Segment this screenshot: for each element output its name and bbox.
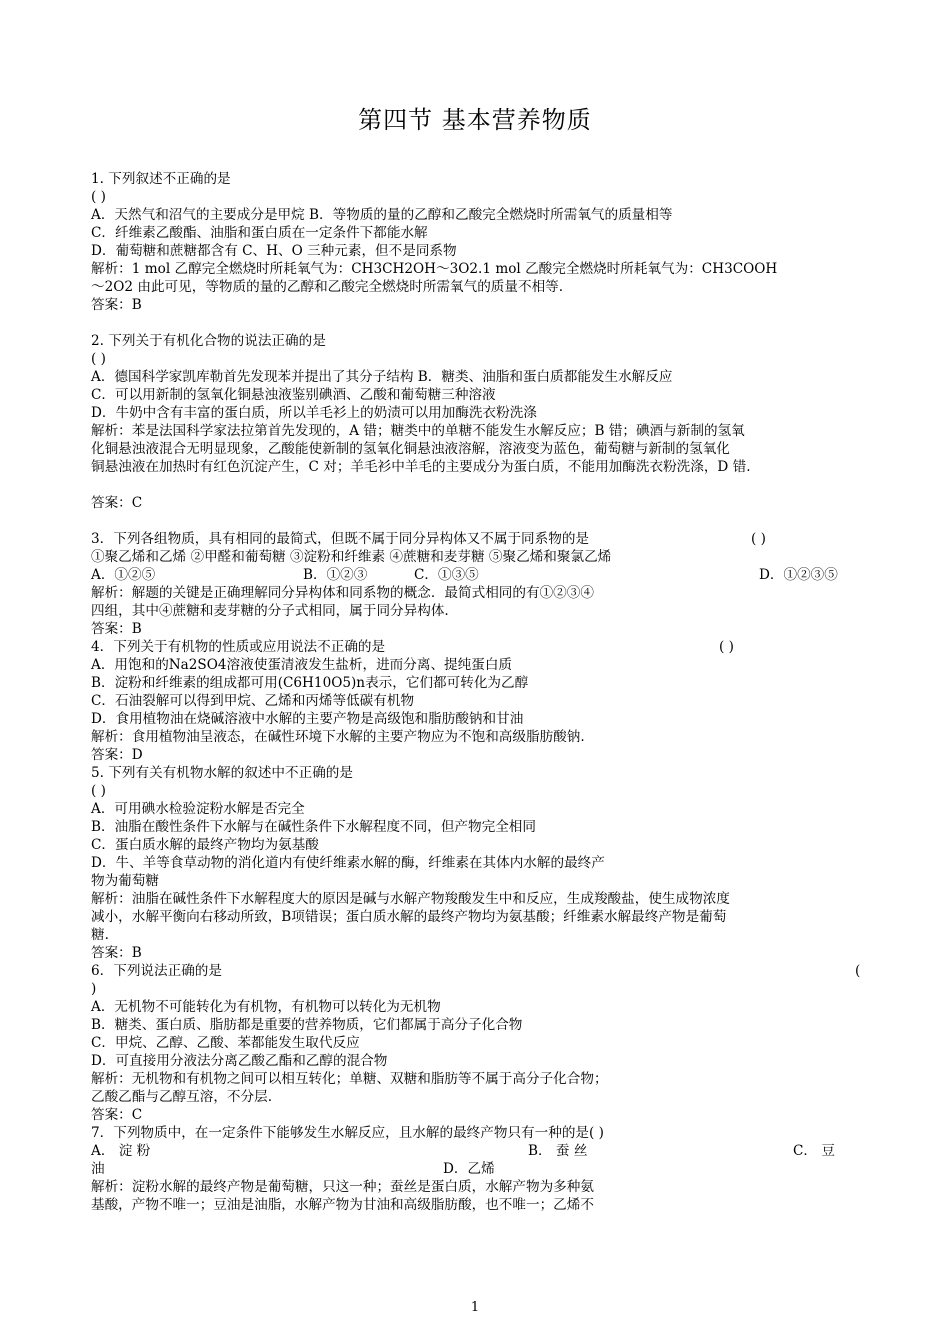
q5-option-b: B．油脂在酸性条件下水解与在碱性条件下水解程度不同，但产物完全相同 (91, 819, 536, 835)
q3-stem (91, 530, 863, 548)
q6-option-a: A．无机物不可能转化为有机物，有机物可以转化为无机物 (91, 999, 441, 1015)
q4-option-d: D．食用植物油在烧碱溶液中水解的主要产物是高级饱和脂肪酸钠和甘油 (91, 711, 524, 727)
q7-options-cont (91, 1160, 863, 1178)
q6-answer: 答案：C (91, 1107, 143, 1123)
q3-stem-text: 3．下列各组物质，具有相同的最简式，但既不属于同分异构体又不属于同系物的是 (91, 531, 590, 547)
q1-analysis-line: 解析：1 mol 乙醇完全燃烧时所耗氧气为：CH3CH2OH～3O2.1 mol 乙酸完全燃烧时所耗氧气为：CH3COOH (91, 261, 778, 277)
q6-answer-blank-close: ) (91, 981, 97, 997)
q4-option-a: A．用饱和的Na2SO4溶液使蛋清液发生盐析，进而分离、提纯蛋白质 (91, 657, 513, 673)
blank-line (91, 476, 863, 494)
q3-option-d: D．①②③⑤ (759, 567, 838, 583)
q3-option-b: B．①②③ (303, 567, 368, 583)
q1-option-c: C．纤维素乙酸酯、油脂和蛋白质在一定条件下都能水解 (91, 225, 428, 241)
q6-stem (91, 962, 863, 980)
q3-option-a: A．①②⑤ (91, 567, 156, 583)
q2-option-ab: A．德国科学家凯库勒首先发现苯并提出了其分子结构 B．糖类、油脂和蛋白质都能发生水解反应 (91, 369, 673, 385)
q7-analysis-line: 基酸，产物不唯一；豆油是油脂，水解产物为甘油和高级脂肪酸，也不唯一；乙烯不 (91, 1197, 594, 1213)
q7-option-c-cont: 油 (91, 1161, 105, 1177)
q3-answer: 答案：B (91, 621, 142, 637)
page-number: 1 (470, 1300, 480, 1315)
q2-analysis-line: 铜悬浊液在加热时有红色沉淀产生，C 对；羊毛衫中羊毛的主要成分为蛋白质，不能用加酶洗衣粉洗涤，D 错. (91, 459, 751, 475)
q5-answer-blank: ( ) (91, 783, 106, 799)
q5-analysis-line: 减小，水解平衡向右移动所致，B项错误；蛋白质水解的最终产物均为氨基酸；纤维素水解最终产物是葡萄 (91, 909, 727, 925)
q5-analysis-line: 解析：油脂在碱性条件下水解程度大的原因是碱与水解产物羧酸发生中和反应，生成羧酸盐，使生成物浓度 (91, 891, 730, 907)
q2-option-c: C．可以用新制的氢氧化铜悬浊液鉴别碘酒、乙酸和葡萄糖三种溶液 (91, 387, 496, 403)
q7-stem: 7．下列物质中，在一定条件下能够发生水解反应，且水解的最终产物只有一种的是( ) (91, 1125, 604, 1141)
q4-answer: 答案：D (91, 747, 143, 763)
q7-options (91, 1142, 863, 1160)
q4-stem (91, 638, 863, 656)
document-body (91, 170, 863, 1214)
q5-option-a: A．可用碘水检验淀粉水解是否完全 (91, 801, 305, 817)
q2-answer-blank: ( ) (91, 351, 106, 367)
q6-option-c: C．甲烷、乙醇、乙酸、苯都能发生取代反应 (91, 1035, 360, 1051)
q5-stem: 5. 下列有关有机物水解的叙述中不正确的是 (91, 765, 353, 781)
q2-stem: 2. 下列关于有机化合物的说法正确的是 (91, 333, 326, 349)
q3-answer-blank: ( ) (751, 531, 766, 547)
q5-option-d: D．牛、羊等食草动物的消化道内有使纤维素水解的酶，纤维素在其体内水解的最终产 (91, 855, 605, 871)
q6-stem-text: 6．下列说法正确的是 (91, 963, 222, 979)
q5-answer: 答案：B (91, 945, 142, 961)
q5-option-d-cont: 物为葡萄糖 (91, 873, 159, 889)
q1-option-ab: A．天然气和沼气的主要成分是甲烷 B．等物质的量的乙醇和乙酸完全燃烧时所需氧气的质量相等 (91, 207, 673, 223)
q1-answer-blank: ( ) (91, 189, 106, 205)
q2-analysis-line: 化铜悬浊液混合无明显现象，乙酸能使新制的氢氧化铜悬浊液溶解，溶液变为蓝色，葡萄糖与新制的氢氧化 (91, 441, 730, 457)
q3-analysis-line: 解析：解题的关键是正确理解同分异构体和同系物的概念．最简式相同的有①②③④ (91, 585, 594, 601)
q2-analysis-line: 解析：苯是法国科学家法拉第首先发现的，A 错；糖类中的单糖不能发生水解反应；B 错；碘酒与新制的氢氧 (91, 423, 745, 439)
q6-option-d: D．可直接用分液法分离乙酸乙酯和乙醇的混合物 (91, 1053, 388, 1069)
q3-option-c: C．①③⑤ (414, 567, 479, 583)
q3-items: ①聚乙烯和乙烯 ②甲醛和葡萄糖 ③淀粉和纤维素 ④蔗糖和麦芽糖 ⑤聚乙烯和聚氯乙烯 (91, 549, 612, 565)
q6-option-b: B．糖类、蛋白质、脂肪都是重要的营养物质，它们都属于高分子化合物 (91, 1017, 523, 1033)
q7-option-d: D．乙烯 (443, 1161, 495, 1177)
q7-analysis-line: 解析：淀粉水解的最终产物是葡萄糖，只这一种；蚕丝是蛋白质，水解产物为多种氨 (91, 1179, 594, 1195)
q6-analysis-line: 解析：无机物和有机物之间可以相互转化；单糖、双糖和脂肪等不属于高分子化合物； (91, 1071, 608, 1087)
q1-option-d: D．葡萄糖和蔗糖都含有 C、H、O 三种元素，但不是同系物 (91, 243, 457, 259)
q7-option-a: A． 淀 粉 (91, 1143, 151, 1159)
q4-analysis: 解析：食用植物油呈液态，在碱性环境下水解的主要产物应为不饱和高级脂肪酸钠. (91, 729, 585, 745)
q3-options (91, 566, 863, 584)
q2-option-d: D．牛奶中含有丰富的蛋白质，所以羊毛衫上的奶渍可以用加酶洗衣粉洗涤 (91, 405, 537, 421)
q1-answer: 答案：B (91, 297, 142, 313)
q5-analysis-line: 糖. (91, 927, 109, 943)
q7-option-b: B． 蚕 丝 (528, 1143, 588, 1159)
q4-option-b: B．淀粉和纤维素的组成都可用(C6H10O5)n表示，它们都可转化为乙醇 (91, 675, 529, 691)
q1-stem: 1. 下列叙述不正确的是 (91, 171, 231, 187)
q4-option-c: C．石油裂解可以得到甲烷、乙烯和丙烯等低碳有机物 (91, 693, 415, 709)
q7-option-c: C． 豆 (793, 1143, 835, 1159)
q5-option-c: C．蛋白质水解的最终产物均为氨基酸 (91, 837, 319, 853)
q4-answer-blank: ( ) (719, 639, 734, 655)
q3-analysis-line: 四组，其中④蔗糖和麦芽糖的分子式相同，属于同分异构体. (91, 603, 449, 619)
q1-analysis-line: ～2O2 由此可见，等物质的量的乙醇和乙酸完全燃烧时所需氧气的质量不相等. (91, 279, 564, 295)
q2-answer: 答案：C (91, 495, 143, 511)
q6-analysis-line: 乙酸乙酯与乙醇互溶，不分层. (91, 1089, 273, 1105)
q4-stem-text: 4．下列关于有机物的性质或应用说法不正确的是 (91, 639, 386, 655)
q6-answer-blank-open: ( (855, 963, 861, 979)
page-title: 第四节 基本营养物质 (358, 106, 592, 134)
